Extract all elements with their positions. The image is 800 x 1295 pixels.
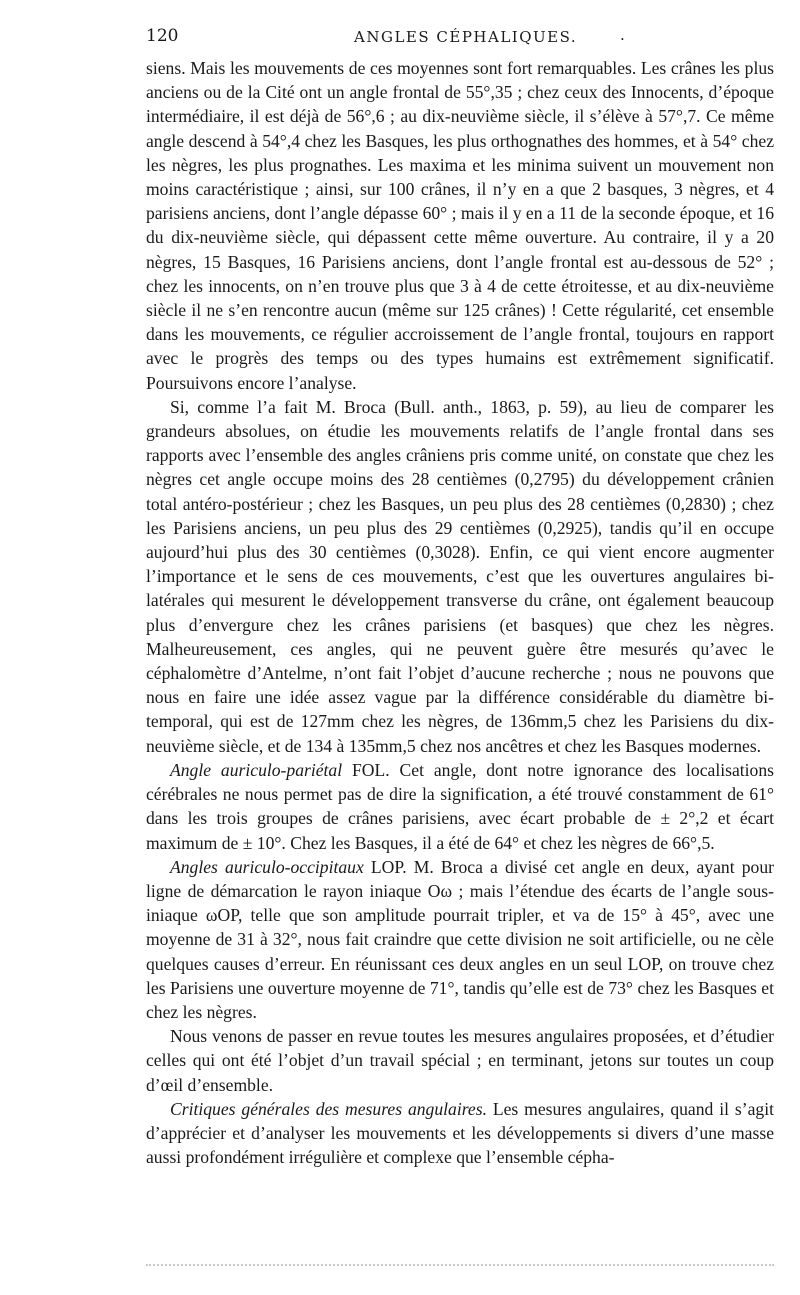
body-text [146,56,774,1169]
scan-bleed-line [146,1264,774,1268]
paragraph-auriculo-occipital: Angles auriculo-occipitaux LOP. M. Broca a divisé cet angle en deux, ayant pour ligne de démarcation le rayon iniaque Oω ; mais l’étendue des écarts de l’angle sous-iniaque ωOP, telle que son amplitude pourrait tripler, et va de 15° à 45°, avec une moyenne de 31 à 32°, nous fait craindre que cette division ne soit artificielle, ou ne cèle quelques causes d’erreur. En réunissant ces deux angles en un seul LOP, on trouve chez les Parisiens une ouverture moyenne de 71°, tandis qu’elle est de 73° chez les Basques et chez les nègres. [146,856,774,1022]
running-title: ANGLES CÉPHALIQUES. [354,28,578,46]
page-number: 120 [146,26,179,46]
paragraph-auriculo-parietal: Angle auriculo-pariétal FOL. Cet angle, dont notre ignorance des localisations cérébrales ne nous permet pas de dire la signification, a été trouvé constamment de 61° dans les trois groupes de crânes parisiens, avec écart probable de ± 2°,2 et écart maximum de ± 10°. Chez les Basques, il a été de 64° et chez les nègres de 66°,5. [146,759,774,853]
paragraph-frontal-angle-continuation: siens. Mais les mouvements de ces moyennes sont fort remarquables. Les crânes les plus anciens ou de la Cité ont un angle frontal de 55°,35 ; chez ceux des Innocents, d’époque intermédiaire, il est déjà de 56°,6 ; au dix-neuvième siècle, il s’élève à 57°,7. Ce même angle descend à 54°,4 chez les Basques, les plus orthognathes des hommes, et à 54° chez les nègres, les plus prognathes. Les maxima et les minima suivent un mouvement non moins caractéristique ; ainsi, sur 100 crânes, il n’y en a que 2 basques, 3 nègres, et 4 parisiens anciens, dont l’angle dépasse 60° ; mais il y en a 11 de la seconde époque, et 16 du dix-neuvième siècle, qui dépassent cette même ouverture. Au contraire, il y a 20 nègres, 15 Basques, 16 Parisiens anciens, dont l’angle frontal est au-dessous de 52° ; chez les innocents, on n’en trouve plus que 3 à 4 de cette étroitesse, et au dix-neuvième siècle il ne s’en rencontre aucun (même sur 125 crânes) ! Cette régularité, cet ensemble dans les mouvements, ce régulier accroissement de l’angle frontal, toujours en rapport avec le progrès des temps ou des types humains est extrêmement significatif. Poursuivons encore l’analyse. [146,58,774,393]
paragraph-summary: Nous venons de passer en revue toutes les mesures angulaires proposées, et d’étudier celles qui ont été l’objet d’un travail spécial ; en terminant, jetons sur toutes un coup d’œil d’ensemble. [146,1026,774,1095]
paragraph-broca-relative: Si, comme l’a fait M. Broca (Bull. anth., 1863, p. 59), au lieu de comparer les grandeurs absolues, on étudie les mouvements relatifs de l’angle frontal dans ses rapports avec l’ensemble des angles crâniens pris comme unité, on constate que chez les nègres cet angle occupe moins des 28 centièmes (0,2795) du développement crânien total antéro-postérieur ; chez les Basques, un peu plus des 28 centièmes (0,2830) ; chez les Parisiens anciens, un peu plus des 29 centièmes (0,2925), tandis qu’il en occupe aujourd’hui plus des 30 centièmes (0,3028). Enfin, ce qui vient encore augmenter l’importance et le sens de ces mouvements, c’est que les ouvertures angulaires bi-latérales qui mesurent le développement transverse du crâne, ont également beaucoup plus d’envergure chez les crânes parisiens (et basques) que chez les nègres. Malheureusement, ces angles, qui ne peuvent guère être mesurés qu’avec le céphalomètre d’Antelme, n’ont fait l’objet d’aucune recherche ; nous ne pouvons que nous en faire une idée assez vague par la différence considérable du diamètre bi-temporal, qui est de 127mm chez les nègres, de 136mm,5 chez les Parisiens du dix-neuvième siècle, et de 134 à 135mm,5 chez nos ancêtres et chez les Basques modernes. [146,396,774,756]
paragraph-general-critique: Critiques générales des mesures angulaires. Les mesures angulaires, quand il s’agit d’apprécier et d’analyser les mouvements et les développements si divers d’une masse aussi profondément irrégulière et complexe que l’ensemble cépha- [146,1098,774,1168]
section-heading: Angle auriculo-pariétal [170,759,343,780]
section-heading: Angles auriculo-occipitaux [170,856,364,877]
page-header [146,26,776,50]
header-mark: . [620,26,625,44]
section-heading: Critiques générales des mesures angulaires. [170,1098,487,1119]
